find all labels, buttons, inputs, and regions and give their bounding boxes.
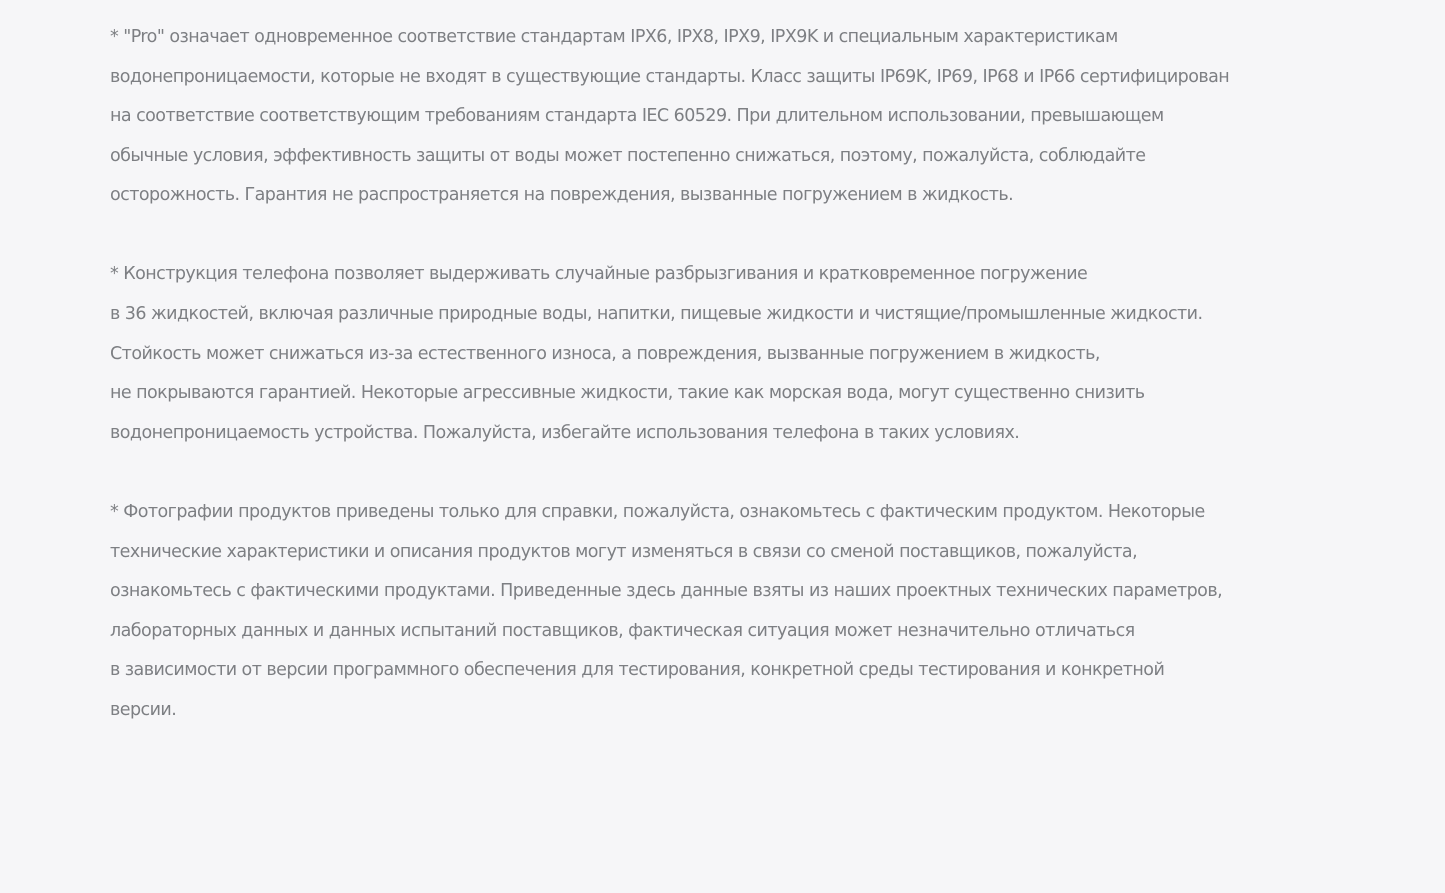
note-product-photos — [110, 493, 1390, 731]
note-liquid-resistance — [110, 255, 1390, 453]
note-line: водонепроницаемости, которые не входят в существующие стандарты. Класс защиты IP69K, IP69, IP68 и IP66 сертифицирован — [110, 66, 1230, 87]
note-line: версии. — [110, 699, 177, 720]
note-line: * "Pro" означает одновременное соответствие стандартам IPX6, IPX8, IPX9, IPX9K и специальным характеристикам — [110, 27, 1118, 47]
note-line: обычные условия, эффективность защиты от воды может постепенно снижаться, поэтому, пожалуйста, соблюдайте — [110, 145, 1146, 166]
note-line: * Конструкция телефона позволяет выдерживать случайные разбрызгивания и кратковременное погружение — [110, 264, 1088, 285]
note-line: технические характеристики и описания продуктов могут изменяться в связи со сменой поставщиков, пожалуйста, — [110, 541, 1138, 562]
note-line: в зависимости от версии программного обеспечения для тестирования, конкретной среды тестирования и конкретной — [110, 660, 1165, 681]
note-line: не покрываются гарантией. Некоторые агрессивные жидкости, такие как морская вода, могут существенно снизить — [110, 383, 1145, 404]
note-line: лабораторных данных и данных испытаний поставщиков, фактическая ситуация может незначительно отличаться — [110, 620, 1135, 641]
note-line: водонепроницаемость устройства. Пожалуйста, избегайте использования телефона в таких условиях. — [110, 422, 1020, 443]
note-line: в 36 жидкостей, включая различные природные воды, напитки, пищевые жидкости и чистящие/промышленные жидкости. — [110, 304, 1203, 325]
note-line: осторожность. Гарантия не распространяется на повреждения, вызванные погружением в жидкость. — [110, 185, 1014, 206]
note-waterproof-pro — [110, 18, 1390, 216]
note-line: * Фотографии продуктов приведены только для справки, пожалуйста, ознакомьтесь с фактическим продуктом. Некоторые — [110, 501, 1205, 522]
note-line: на соответствие соответствующим требованиям стандарта IEC 60529. При длительном использовании, превышающем — [110, 106, 1164, 127]
note-line: Стойкость может снижаться из-за естественного износа, а повреждения, вызванные погружением в жидкость, — [110, 343, 1100, 364]
note-line: ознакомьтесь с фактическими продуктами. Приведенные здесь данные взяты из наших проектных технических параметров, — [110, 581, 1223, 602]
disclaimer-section — [110, 18, 1390, 770]
